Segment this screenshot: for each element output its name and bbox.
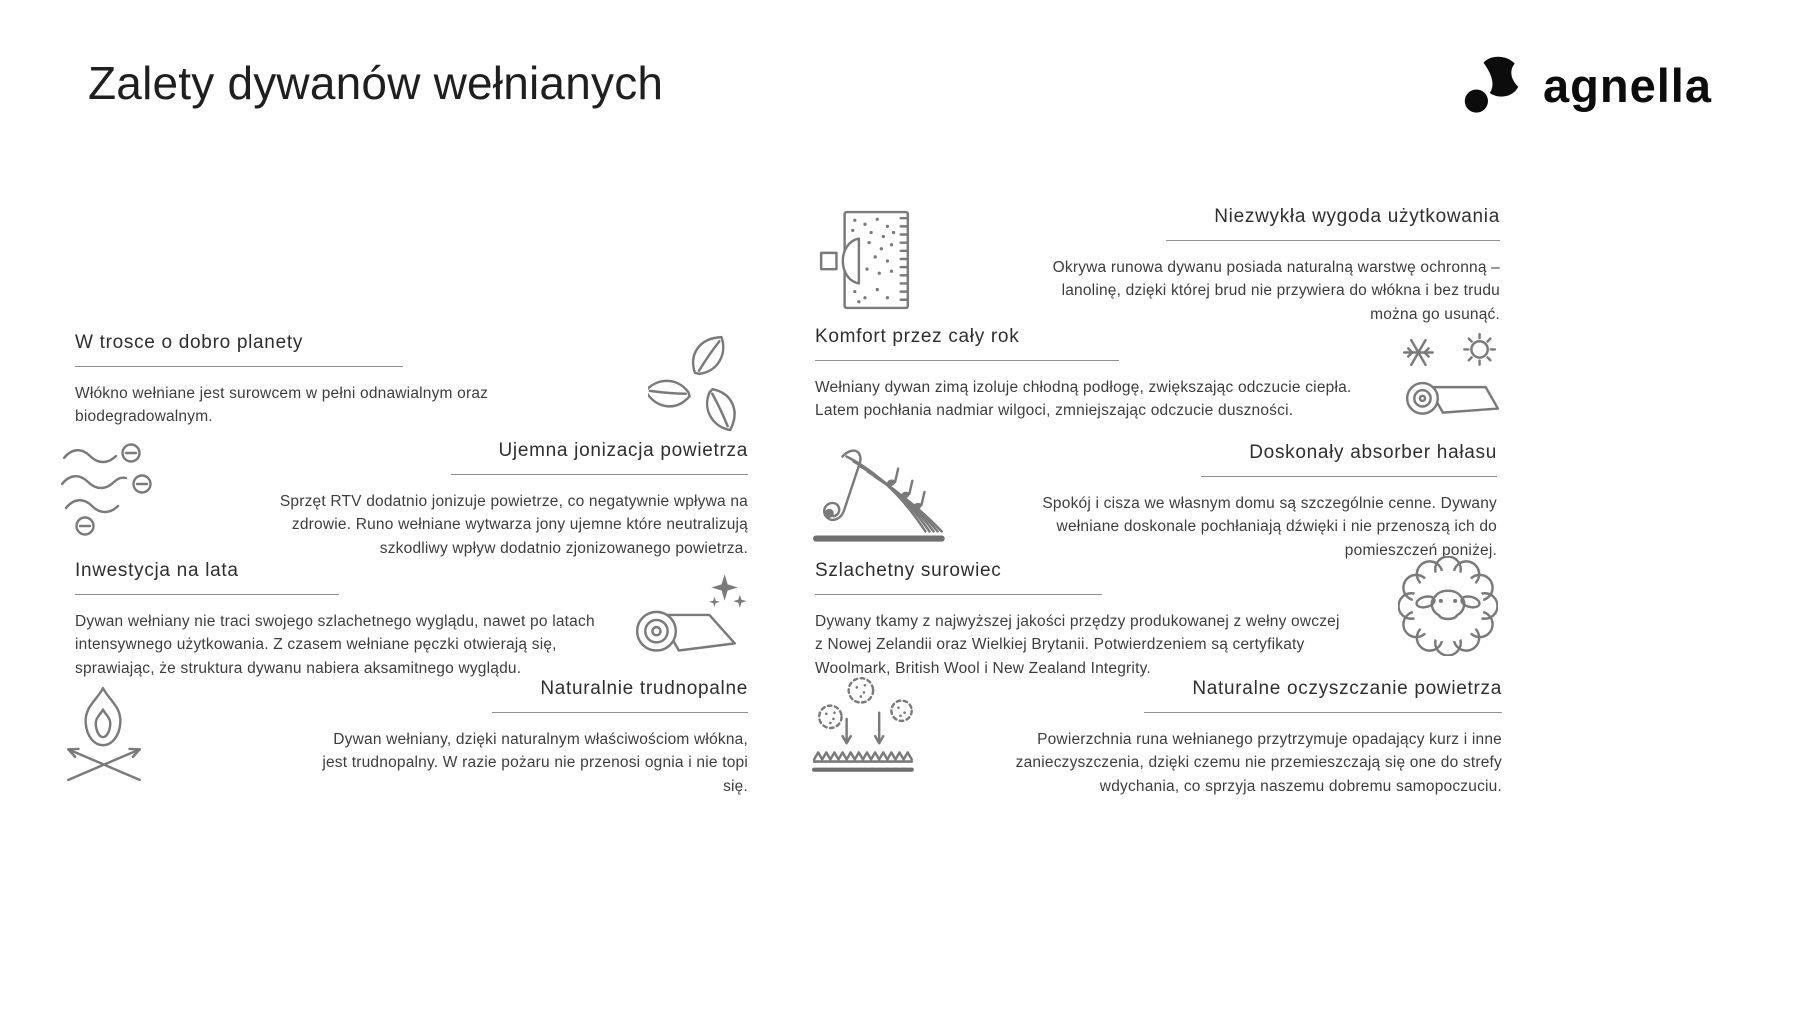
section-body: Włókno wełniane jest surowcem w pełni odnawialnym oraz biodegradowalnym. [75, 385, 489, 426]
negative-ions-icon [58, 438, 158, 538]
section-title: W trosce o dobro planety [75, 332, 403, 367]
section-body: Dywan wełniany nie traci swojego szlachetnego wyglądu, nawet po latach intensywnego użytkowania. Z czasem wełniane pęczki otwierają się, sprawiając, że struktura dywanu nabiera aksamitnego wyglądu. [75, 613, 595, 677]
section-flame-resistant [310, 678, 748, 798]
section-body: Wełniany dywan zimą izoluje chłodną podłogę, zwiększając odczucie ciepła. Latem pochłania nadmiar wilgoci, zmniejszając odczucie duszności. [815, 379, 1352, 420]
carpet-roll-sparkles-icon [628, 568, 748, 672]
lamb-logo-icon [1463, 52, 1529, 118]
section-noise-absorber [1017, 442, 1497, 562]
page-title: Zalety dywanów wełnianych [88, 57, 664, 109]
section-body: Dywan wełniany, dzięki naturalnym właściwościom włókna, jest trudnopalny. W razie pożaru nie przenosi ognia i nie topi się. [322, 731, 748, 795]
section-body: Okrywa runowa dywanu posiada naturalną warstwę ochronną – lanolinę, dzięki której brud nie przywiera do włókna i bez trudu można go usunąć. [1052, 259, 1500, 323]
snow-sun-rug-icon [1398, 330, 1502, 430]
section-title: Komfort przez cały rok [815, 326, 1119, 361]
section-body: Spokój i cisza we własnym domu są szczególnie cenne. Dywany wełniane doskonale pochłaniają dźwięki i nie przenoszą ich do pomieszczeń poniżej. [1042, 495, 1497, 559]
recycling-leaves-icon [648, 330, 750, 432]
section-body: Sprzęt RTV dodatnio jonizuje powietrze, co negatywnie wpływa na zdrowie. Runo wełniane wytwarza jony ujemne które neutralizują szkodliwy wpływ dodatnio zjonizowanego powietrza. [279, 493, 748, 557]
flame-arrows-icon [52, 682, 154, 784]
music-notes-icon [812, 442, 964, 546]
section-investment [75, 560, 620, 680]
vacuum-carpet-icon [818, 208, 912, 312]
section-planet [75, 332, 515, 429]
section-title: Niezwykła wygoda użytkowania [1166, 206, 1500, 241]
dust-settling-icon [808, 674, 928, 782]
section-body: Powierzchnia runa wełnianego przytrzymuje opadający kurz i inne zanieczyszczenia, dzięki czemu nie przemieszczają się one do strefy wdychania, co sprzyja naszemu dobremu samopoczuciu. [1015, 731, 1502, 795]
section-noble-material [815, 560, 1350, 680]
section-air-purifying [1002, 678, 1502, 798]
section-body: Dywany tkamy z najwyższej jakości przędzy produkowanej z wełny owczej z Nowej Zelandii oraz Wielkiej Brytanii. Potwierdzeniem są certyfikaty Woolmark, British Wool i New Zealand Integrity. [815, 613, 1340, 677]
section-title: Inwestycja na lata [75, 560, 339, 595]
section-title: Doskonały absorber hałasu [1201, 442, 1497, 477]
brand-name: agnella [1543, 58, 1712, 112]
section-title: Szlachetny surowiec [815, 560, 1102, 595]
section-comfort-of-use [1030, 206, 1500, 326]
section-title: Naturalnie trudnopalne [492, 678, 748, 713]
section-title: Ujemna jonizacja powietrza [451, 440, 748, 475]
section-ionization [248, 440, 748, 560]
brand-logo [1463, 52, 1712, 118]
section-year-round-comfort [815, 326, 1365, 423]
section-title: Naturalne oczyszczanie powietrza [1144, 678, 1502, 713]
sheep-icon [1398, 556, 1498, 656]
